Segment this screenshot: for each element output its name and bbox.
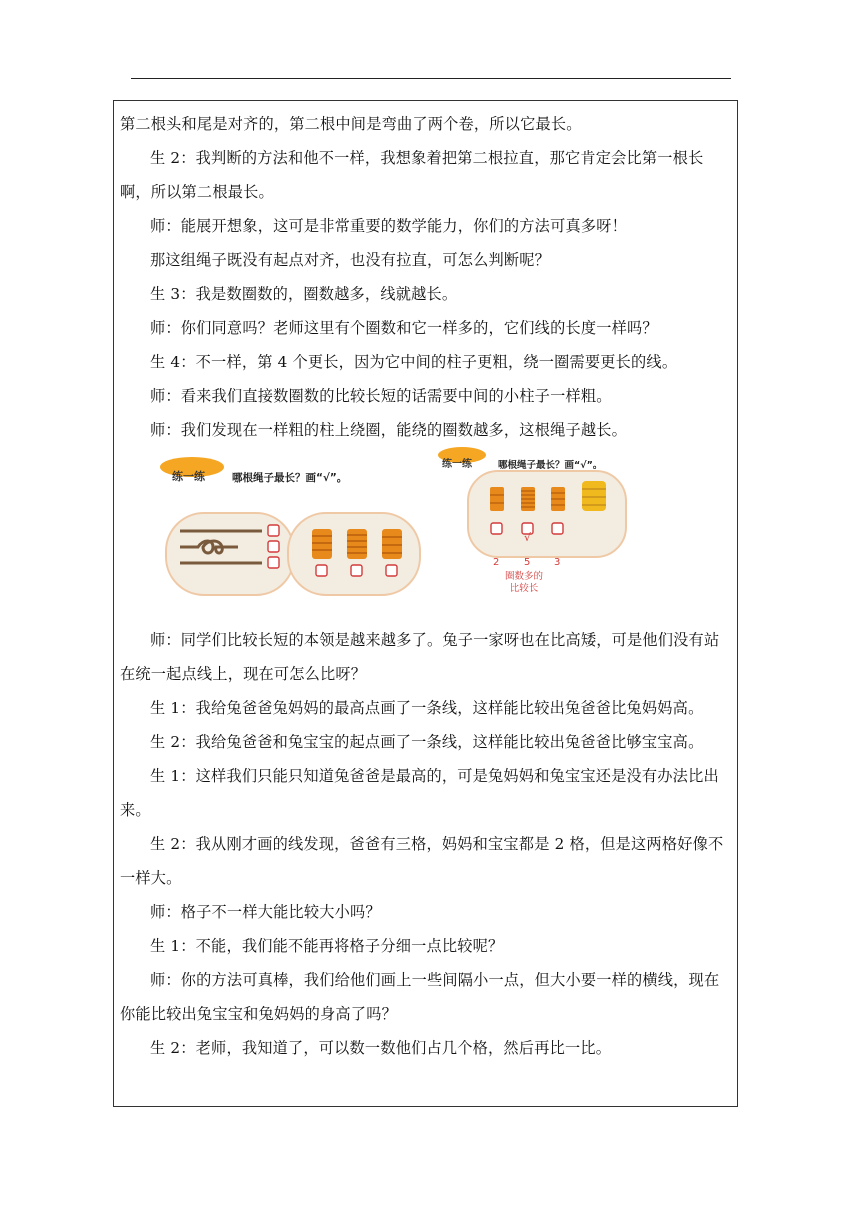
- coil-b-icon: [521, 487, 535, 511]
- header-rule: [131, 78, 731, 79]
- exercise-right: [438, 447, 678, 619]
- paragraph: 师：同学们比较长短的本领是越来越多了。兔子一家呀也在比高矮，可是他们没有站在统一起点线上，现在可怎么比呀？: [120, 631, 720, 683]
- checkbox-rope-2: [268, 541, 279, 552]
- checkbox-coil-3: [386, 565, 397, 576]
- checkbox-coil-1: [316, 565, 327, 576]
- practice-figure: [120, 447, 730, 623]
- paragraph: 生 1：这样我们只能只知道兔爸爸是最高的，可是兔妈妈和兔宝宝还是没有办法比出来。: [120, 767, 719, 819]
- paragraph: 师：能展开想象，这可是非常重要的数学能力，你们的方法可真多呀！: [150, 217, 628, 235]
- annotation-note: [494, 571, 554, 595]
- paragraph: 生 4：不一样，第 4 个更长，因为它中间的柱子更粗，绕一圈需要更长的线。: [150, 353, 678, 371]
- paragraph: 师：我们发现在一样粗的柱上绕圈，能绕的圈数越多，这根绳子越长。: [150, 421, 628, 439]
- count-label: 5: [524, 557, 531, 568]
- question-caption: 哪根绳子最长？画“√”。: [498, 460, 603, 471]
- transcript-before-figure: [120, 107, 730, 447]
- coil-1-icon: [312, 529, 332, 559]
- checkbox-coil-c: [552, 523, 563, 534]
- paragraph: 生 2：我从刚才画的线发现，爸爸有三格，妈妈和宝宝都是 2 格，但是这两格好像不一样大。: [120, 835, 724, 887]
- paragraph: 第二根头和尾是对齐的，第二根中间是弯曲了两个卷，所以它最长。: [120, 115, 582, 133]
- lesson-transcript: [120, 107, 730, 1065]
- checkbox-rope-3: [268, 557, 279, 568]
- exercise-left: [158, 455, 458, 605]
- paragraph: 生 3：我是数圈数的，圈数越多，线就越长。: [150, 285, 458, 303]
- checkbox-coil-2: [351, 565, 362, 576]
- paragraph: 生 2：老师，我知道了，可以数一数他们占几个格，然后再比一比。: [150, 1039, 612, 1057]
- coil-3-icon: [382, 529, 402, 559]
- paragraph: 师：看来我们直接数圈数的比较长短的话需要中间的小柱子一样粗。: [150, 387, 612, 405]
- count-label: 3: [554, 557, 561, 568]
- coil-d-icon: [582, 481, 606, 511]
- paragraph: 生 1：我给兔爸爸兔妈妈的最高点画了一条线，这样能比较出兔爸爸比兔妈妈高。: [150, 699, 704, 717]
- paragraph: 生 2：我给兔爸爸和兔宝宝的起点画了一条线，这样能比较出兔爸爸比够宝宝高。: [150, 733, 704, 751]
- paragraph: 师：格子不一样大能比较大小吗？: [150, 903, 381, 921]
- annotation-line-1: 圈数多的: [504, 571, 543, 582]
- paragraph: 生 2：我判断的方法和他不一样，我想象着把第二根拉直，那它肯定会比第一根长啊，所以第二根最长。: [120, 149, 704, 201]
- transcript-after-figure: [120, 623, 730, 1065]
- checkbox-rope-1: [268, 525, 279, 536]
- coil-2-icon: [347, 529, 367, 559]
- paragraph: 师：你的方法可真棒，我们给他们画上一些间隔小一点，但大小要一样的横线，现在你能比较出兔宝宝和兔妈妈的身高了吗？: [120, 971, 720, 1023]
- count-label: 2: [493, 557, 500, 568]
- paragraph: 那这组绳子既没有起点对齐，也没有拉直，可怎么判断呢？: [150, 251, 551, 269]
- paragraph: 师：你们同意吗？老师这里有个圈数和它一样多的，它们线的长度一样吗？: [150, 319, 658, 337]
- annotation-line-2: 比较长: [509, 583, 539, 594]
- content-table-cell: [113, 100, 738, 1107]
- practice-badge: 练一练: [442, 459, 472, 470]
- coil-c-icon: [551, 487, 565, 511]
- checkbox-coil-a: [491, 523, 502, 534]
- practice-badge: 练一练: [172, 470, 205, 483]
- coil-a-icon: [490, 487, 504, 511]
- check-mark: √: [524, 531, 532, 544]
- question-caption: 哪根绳子最长？画“√”。: [232, 472, 348, 484]
- paragraph: 生 1：不能，我们能不能再将格子分细一点比较呢？: [150, 937, 504, 955]
